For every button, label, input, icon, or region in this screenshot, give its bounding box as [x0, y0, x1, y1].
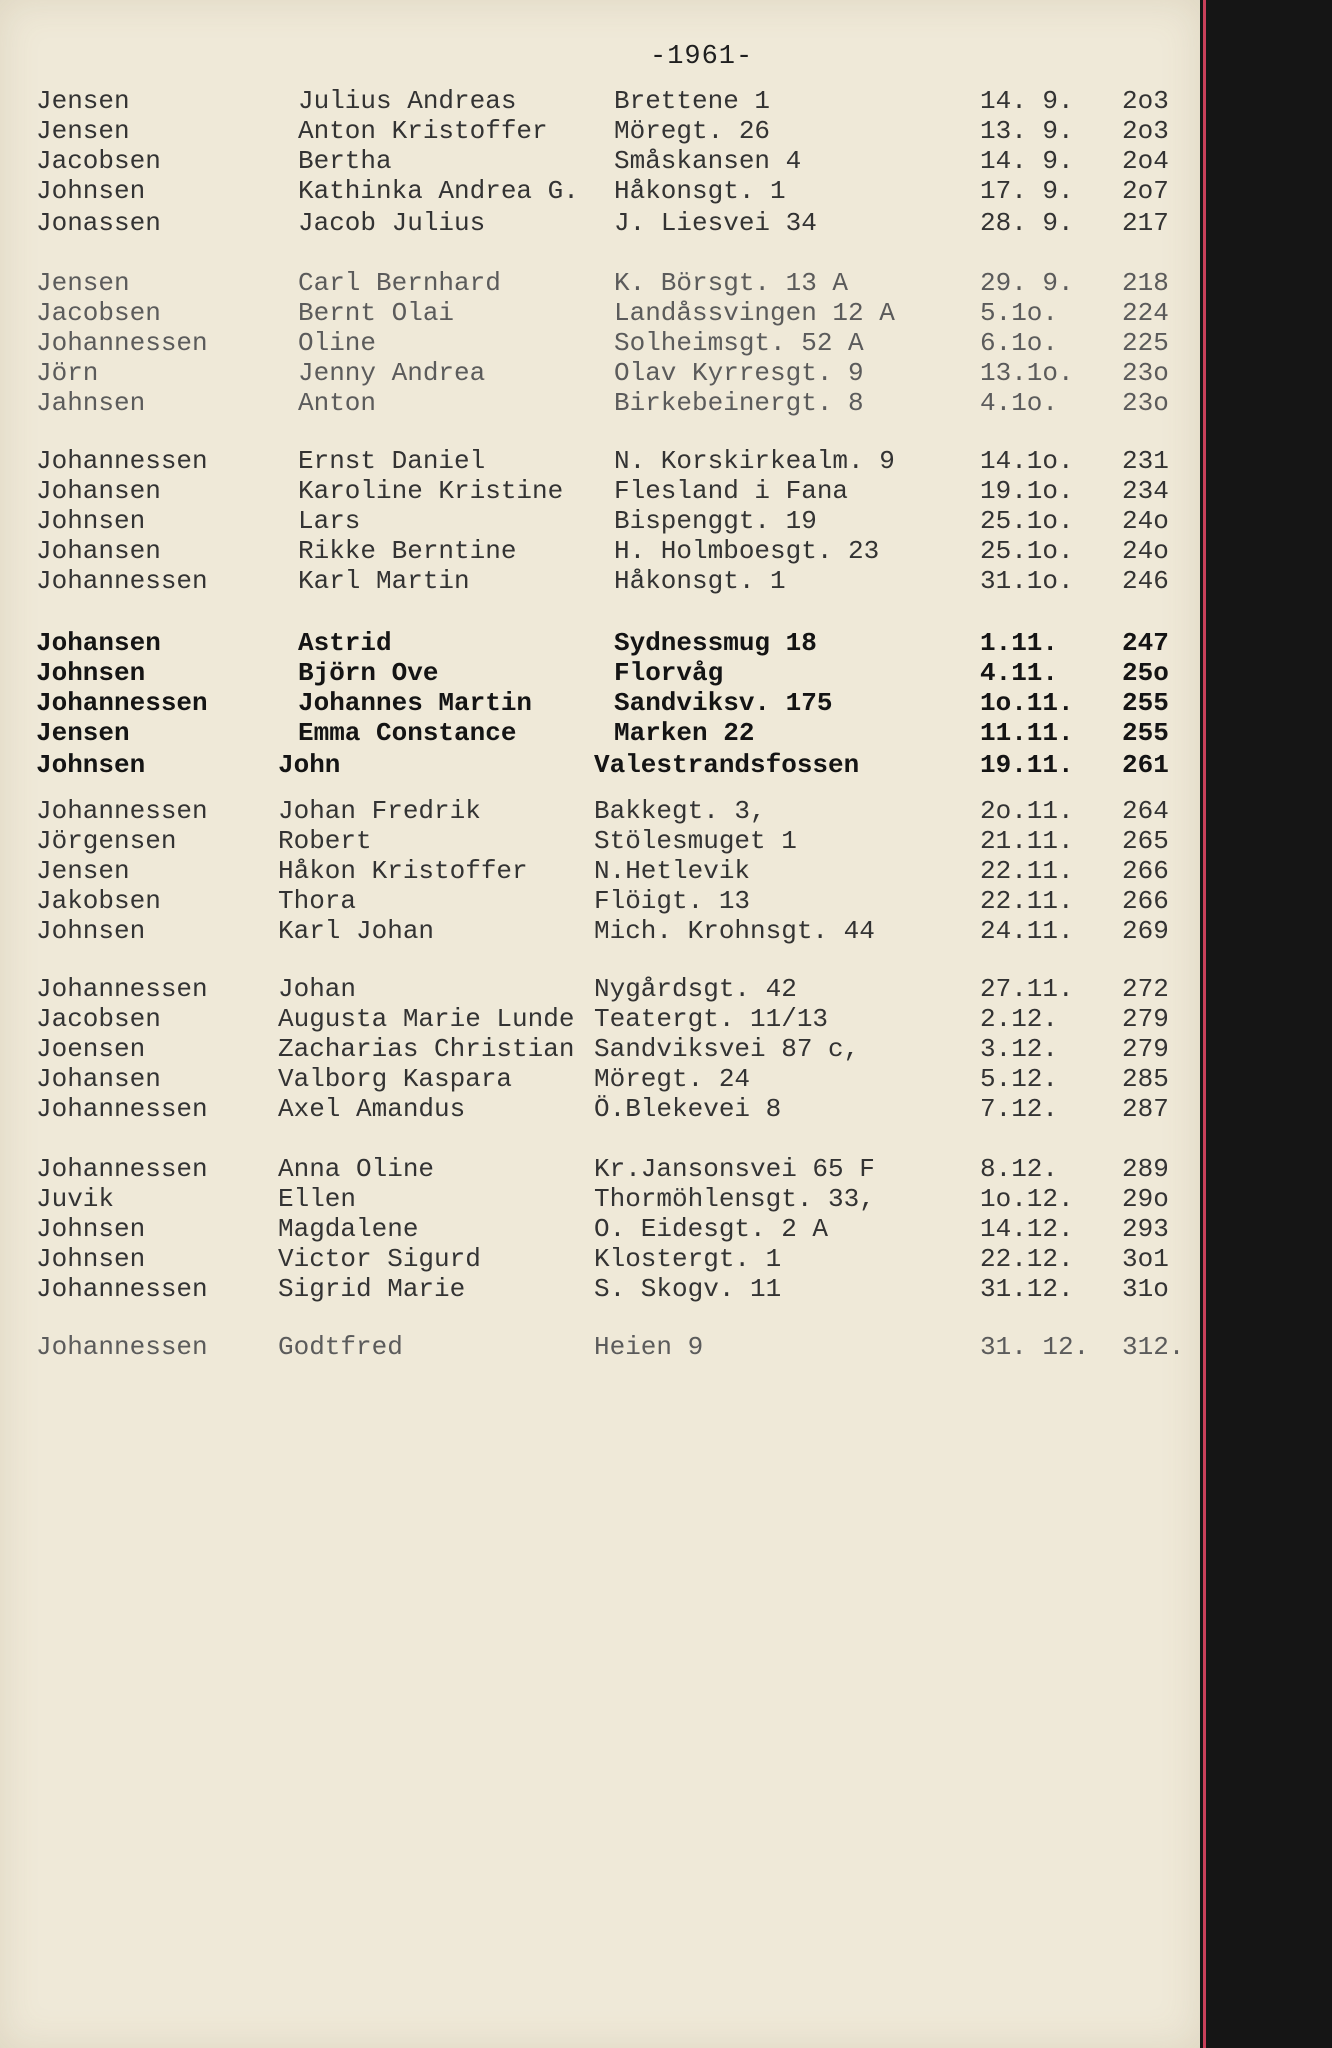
entry-surname: Johannessen	[36, 974, 208, 1004]
entry-date: 8.12.	[980, 1154, 1059, 1184]
entry-address: H. Holmboesgt. 23	[614, 536, 880, 566]
entry-surname: Johnsen	[36, 916, 146, 946]
entry-surname: Johannessen	[36, 1154, 208, 1184]
register-row	[0, 1064, 1200, 1094]
entry-address: N.Hetlevik	[594, 856, 751, 886]
entry-address: Ö.Blekevei 8	[594, 1094, 782, 1124]
entry-address: Landåssvingen 12 A	[614, 298, 895, 328]
entry-number: 224	[1122, 298, 1169, 328]
register-row	[0, 1214, 1200, 1244]
entry-number: 247	[1122, 628, 1169, 658]
entry-address: K. Börsgt. 13 A	[614, 268, 849, 298]
entry-date: 7.12.	[980, 1094, 1059, 1124]
entry-given-names: Johannes Martin	[298, 688, 533, 718]
entry-address: Teatergt. 11/13	[594, 1004, 829, 1034]
entry-date: 11.11.	[980, 718, 1074, 748]
entry-date: 14.1o.	[980, 446, 1074, 476]
entry-surname: Jensen	[36, 86, 130, 116]
entry-number: 272	[1122, 974, 1169, 1004]
entry-given-names: Karl Martin	[298, 566, 470, 596]
entry-address: Möregt. 26	[614, 116, 771, 146]
red-margin-line	[1203, 0, 1206, 2048]
entry-number: 23o	[1122, 358, 1169, 388]
entry-surname: Joensen	[36, 1034, 146, 1064]
entry-given-names: Astrid	[298, 628, 392, 658]
entry-date: 31. 12.	[980, 1332, 1090, 1362]
entry-address: Valestrandsfossen	[594, 750, 860, 780]
entry-date: 14.12.	[980, 1214, 1074, 1244]
entry-address: Mich. Krohnsgt. 44	[594, 916, 875, 946]
entry-number: 266	[1122, 886, 1169, 916]
entry-number: 217	[1122, 208, 1169, 238]
entry-date: 1.11.	[980, 628, 1059, 658]
entry-date: 17. 9.	[980, 176, 1074, 206]
register-row	[0, 1274, 1200, 1304]
entry-given-names: Oline	[298, 328, 377, 358]
entry-address: Solheimsgt. 52 A	[614, 328, 864, 358]
register-row	[0, 628, 1200, 658]
entry-date: 19.1o.	[980, 476, 1074, 506]
entry-surname: Johannessen	[36, 796, 208, 826]
entry-date: 14. 9.	[980, 146, 1074, 176]
entry-date: 13.1o.	[980, 358, 1074, 388]
entry-number: 2o4	[1122, 146, 1169, 176]
entry-number: 265	[1122, 826, 1169, 856]
entry-date: 22.12.	[980, 1244, 1074, 1274]
entry-given-names: Johan Fredrik	[278, 796, 481, 826]
register-row	[0, 688, 1200, 718]
entry-date: 4.11.	[980, 658, 1059, 688]
entry-address: Klostergt. 1	[594, 1244, 782, 1274]
entry-address: Håkonsgt. 1	[614, 566, 786, 596]
entry-number: 261	[1122, 750, 1169, 780]
entry-address: N. Korskirkealm. 9	[614, 446, 895, 476]
entry-address: Birkebeinergt. 8	[614, 388, 864, 418]
register-row	[0, 388, 1200, 418]
entry-given-names: Valborg Kaspara	[278, 1064, 513, 1094]
entry-address: S. Skogv. 11	[594, 1274, 782, 1304]
entry-address: Sandviksvei 87 c,	[594, 1034, 860, 1064]
entry-address: Kr.Jansonsvei 65 F	[594, 1154, 875, 1184]
entry-surname: Johannessen	[36, 1094, 208, 1124]
entry-date: 2o.11.	[980, 796, 1074, 826]
register-row	[0, 146, 1200, 176]
entry-given-names: Håkon Kristoffer	[278, 856, 528, 886]
entry-address: Flesland i Fana	[614, 476, 849, 506]
entry-given-names: John	[278, 750, 341, 780]
entry-number: 287	[1122, 1094, 1169, 1124]
entry-number: 2o3	[1122, 116, 1169, 146]
entry-given-names: Sigrid Marie	[278, 1274, 466, 1304]
register-row	[0, 298, 1200, 328]
entry-number: 255	[1122, 718, 1169, 748]
register-row	[0, 1034, 1200, 1064]
entry-surname: Johnsen	[36, 1214, 146, 1244]
entry-number: 31o	[1122, 1274, 1169, 1304]
entry-surname: Johnsen	[36, 506, 146, 536]
entry-given-names: Rikke Berntine	[298, 536, 517, 566]
entry-date: 29. 9.	[980, 268, 1074, 298]
entry-date: 25.1o.	[980, 536, 1074, 566]
entry-number: 279	[1122, 1034, 1169, 1064]
entry-number: 293	[1122, 1214, 1169, 1244]
entry-date: 1o.12.	[980, 1184, 1074, 1214]
entry-surname: Jacobsen	[36, 298, 161, 328]
entry-given-names: Kathinka Andrea G.	[298, 176, 579, 206]
entry-number: 285	[1122, 1064, 1169, 1094]
entry-given-names: Victor Sigurd	[278, 1244, 481, 1274]
entry-date: 19.11.	[980, 750, 1074, 780]
entry-address: J. Liesvei 34	[614, 208, 817, 238]
entry-given-names: Magdalene	[278, 1214, 419, 1244]
entry-surname: Johansen	[36, 1064, 161, 1094]
entry-surname: Jahnsen	[36, 388, 146, 418]
register-row	[0, 208, 1200, 238]
register-row	[0, 476, 1200, 506]
entry-address: Florvåg	[614, 658, 724, 688]
entry-number: 264	[1122, 796, 1169, 826]
entry-date: 14. 9.	[980, 86, 1074, 116]
entry-surname: Johnsen	[36, 658, 146, 688]
register-row	[0, 886, 1200, 916]
entry-address: O. Eidesgt. 2 A	[594, 1214, 829, 1244]
entry-address: Stölesmuget 1	[594, 826, 797, 856]
entry-date: 27.11.	[980, 974, 1074, 1004]
entry-number: 279	[1122, 1004, 1169, 1034]
entry-surname: Johannessen	[36, 566, 208, 596]
register-row	[0, 176, 1200, 206]
entry-given-names: Godtfred	[278, 1332, 403, 1362]
entry-given-names: Anna Oline	[278, 1154, 435, 1184]
entry-number: 23o	[1122, 388, 1169, 418]
entry-address: Bakkegt. 3,	[594, 796, 766, 826]
entry-date: 31.1o.	[980, 566, 1074, 596]
register-row	[0, 974, 1200, 1004]
entry-given-names: Julius Andreas	[298, 86, 517, 116]
entry-surname: Johannessen	[36, 1332, 208, 1362]
entry-given-names: Augusta Marie Lunde	[278, 1004, 575, 1034]
register-row	[0, 718, 1200, 748]
entry-surname: Johnsen	[36, 750, 146, 780]
entry-surname: Jakobsen	[36, 886, 161, 916]
entry-address: Möregt. 24	[594, 1064, 751, 1094]
entry-number: 2o3	[1122, 86, 1169, 116]
register-row	[0, 116, 1200, 146]
entry-address: Sandviksv. 175	[614, 688, 833, 718]
entry-date: 21.11.	[980, 826, 1074, 856]
entry-date: 4.1o.	[980, 388, 1059, 418]
entry-surname: Johansen	[36, 628, 161, 658]
register-row	[0, 856, 1200, 886]
entry-surname: Jensen	[36, 718, 130, 748]
register-row	[0, 826, 1200, 856]
entry-date: 31.12.	[980, 1274, 1074, 1304]
register-row	[0, 358, 1200, 388]
entry-surname: Jensen	[36, 116, 130, 146]
entry-surname: Johnsen	[36, 176, 146, 206]
register-row	[0, 796, 1200, 826]
entry-date: 28. 9.	[980, 208, 1074, 238]
register-row	[0, 1094, 1200, 1124]
entry-address: Småskansen 4	[614, 146, 802, 176]
entry-number: 269	[1122, 916, 1169, 946]
entry-number: 24o	[1122, 536, 1169, 566]
entry-date: 5.1o.	[980, 298, 1059, 328]
entry-address: Nygårdsgt. 42	[594, 974, 797, 1004]
register-row	[0, 916, 1200, 946]
register-row	[0, 1244, 1200, 1274]
entry-surname: Johansen	[36, 476, 161, 506]
entry-given-names: Jenny Andrea	[298, 358, 486, 388]
entry-surname: Johannessen	[36, 688, 208, 718]
entry-surname: Jensen	[36, 268, 130, 298]
register-row	[0, 506, 1200, 536]
register-row	[0, 1332, 1200, 1362]
register-row	[0, 1184, 1200, 1214]
entry-date: 3.12.	[980, 1034, 1059, 1064]
entry-given-names: Emma Constance	[298, 718, 517, 748]
entry-surname: Johannessen	[36, 1274, 208, 1304]
entry-given-names: Carl Bernhard	[298, 268, 501, 298]
entry-surname: Jacobsen	[36, 146, 161, 176]
entry-address: Marken 22	[614, 718, 755, 748]
entry-given-names: Karoline Kristine	[298, 476, 564, 506]
entry-address: Thormöhlensgt. 33,	[594, 1184, 875, 1214]
entry-date: 5.12.	[980, 1064, 1059, 1094]
entry-number: 234	[1122, 476, 1169, 506]
entry-date: 24.11.	[980, 916, 1074, 946]
entry-number: 255	[1122, 688, 1169, 718]
register-row	[0, 750, 1200, 780]
entry-given-names: Ellen	[278, 1184, 357, 1214]
page-year-title: -1961-	[650, 42, 754, 72]
entry-number: 266	[1122, 856, 1169, 886]
entry-number: 24o	[1122, 506, 1169, 536]
register-row	[0, 536, 1200, 566]
entry-number: 29o	[1122, 1184, 1169, 1214]
entry-date: 22.11.	[980, 856, 1074, 886]
register-row	[0, 566, 1200, 596]
entry-date: 13. 9.	[980, 116, 1074, 146]
entry-surname: Johansen	[36, 536, 161, 566]
entry-surname: Jensen	[36, 856, 130, 886]
entry-surname: Jörgensen	[36, 826, 177, 856]
entry-number: 2o7	[1122, 176, 1169, 206]
entry-number: 218	[1122, 268, 1169, 298]
entry-given-names: Jacob Julius	[298, 208, 486, 238]
entry-surname: Johnsen	[36, 1244, 146, 1274]
entry-date: 22.11.	[980, 886, 1074, 916]
entry-surname: Jacobsen	[36, 1004, 161, 1034]
entry-surname: Johannessen	[36, 328, 208, 358]
register-row	[0, 446, 1200, 476]
entry-number: 225	[1122, 328, 1169, 358]
register-row	[0, 658, 1200, 688]
entry-surname: Jonassen	[36, 208, 161, 238]
entry-number: 246	[1122, 566, 1169, 596]
register-row	[0, 328, 1200, 358]
entry-given-names: Bertha	[298, 146, 392, 176]
register-row	[0, 86, 1200, 116]
entry-given-names: Bernt Olai	[298, 298, 455, 328]
entry-given-names: Axel Amandus	[278, 1094, 466, 1124]
entry-given-names: Anton Kristoffer	[298, 116, 548, 146]
entry-given-names: Thora	[278, 886, 357, 916]
entry-address: Bispenggt. 19	[614, 506, 817, 536]
register-row	[0, 1154, 1200, 1184]
entry-date: 25.1o.	[980, 506, 1074, 536]
entry-date: 2.12.	[980, 1004, 1059, 1034]
entry-surname: Juvik	[36, 1184, 115, 1214]
entry-given-names: Björn Ove	[298, 658, 439, 688]
entry-given-names: Ernst Daniel	[298, 446, 486, 476]
entry-given-names: Johan	[278, 974, 357, 1004]
entry-given-names: Lars	[298, 506, 361, 536]
entry-number: 3o1	[1122, 1244, 1169, 1274]
entry-address: Brettene 1	[614, 86, 771, 116]
entry-number: 312.	[1122, 1332, 1185, 1362]
entry-number: 25o	[1122, 658, 1169, 688]
entry-given-names: Zacharias Christian	[278, 1034, 575, 1064]
entry-address: Heien 9	[594, 1332, 704, 1362]
entry-given-names: Robert	[278, 826, 372, 856]
entry-address: Flöigt. 13	[594, 886, 751, 916]
entry-given-names: Anton	[298, 388, 377, 418]
entry-date: 1o.11.	[980, 688, 1074, 718]
entry-address: Håkonsgt. 1	[614, 176, 786, 206]
entry-given-names: Karl Johan	[278, 916, 435, 946]
register-row	[0, 1004, 1200, 1034]
register-row	[0, 268, 1200, 298]
entry-number: 289	[1122, 1154, 1169, 1184]
entry-date: 6.1o.	[980, 328, 1059, 358]
entry-surname: Jörn	[36, 358, 99, 388]
entry-number: 231	[1122, 446, 1169, 476]
entry-address: Sydnessmug 18	[614, 628, 817, 658]
entry-surname: Johannessen	[36, 446, 208, 476]
entry-address: Olav Kyrresgt. 9	[614, 358, 864, 388]
